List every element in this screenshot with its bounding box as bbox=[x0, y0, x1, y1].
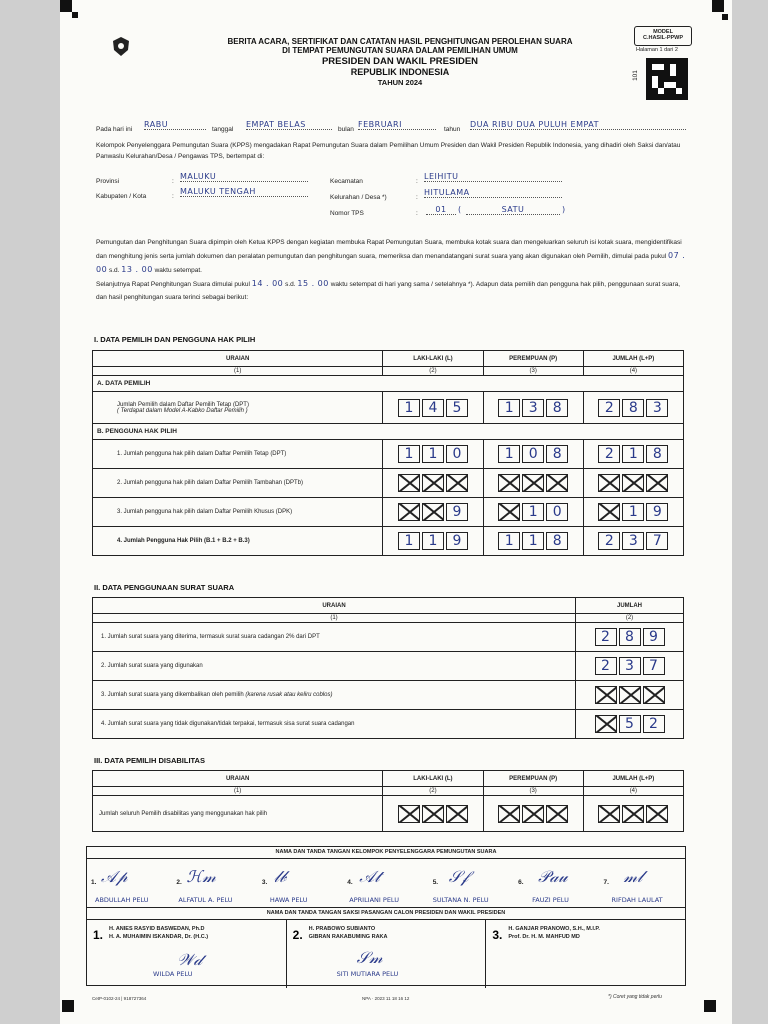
col-num-4: (4) bbox=[583, 367, 683, 376]
row-ss1-val bbox=[580, 628, 679, 646]
year-value: DUA RIBU DUA PULUH EMPAT bbox=[470, 120, 686, 130]
crossed-box bbox=[522, 805, 544, 823]
row-b2-p bbox=[488, 474, 579, 492]
saksi-line1: H. ANIES RASYID BASWEDAN, Ph.D bbox=[109, 926, 205, 932]
kpps-6 bbox=[514, 859, 599, 907]
col-laki: LAKI-LAKI (L) bbox=[383, 351, 483, 367]
row-b1-p bbox=[488, 445, 579, 463]
title-line-3: PRESIDEN DAN WAKIL PRESIDEN bbox=[321, 56, 479, 67]
signature-scribble: 𝓂𝓁 bbox=[623, 867, 643, 886]
crossed-box bbox=[643, 686, 665, 704]
crossed-box bbox=[398, 474, 420, 492]
crossed-box bbox=[422, 503, 444, 521]
date-label: tanggal bbox=[212, 126, 234, 133]
row-a1-label bbox=[93, 392, 383, 424]
col-perempuan: PEREMPUAN (P) bbox=[483, 771, 583, 787]
row-ss4-label: 4. Jumlah surat suara yang tidak digunakan/tidak terpakai, termasuk sisa surat suara cadangan bbox=[93, 710, 576, 739]
digit-box: 9 bbox=[646, 503, 668, 521]
corner-marker-tr bbox=[712, 0, 724, 12]
digit-box: 8 bbox=[646, 445, 668, 463]
col-num-3: (3) bbox=[483, 787, 583, 796]
kpps-no: 6. bbox=[518, 879, 524, 886]
digit-box: 8 bbox=[619, 628, 641, 646]
kpps-name: APRILIANI PELU bbox=[349, 896, 399, 904]
signature-scribble: ℋ𝓂 bbox=[186, 867, 216, 886]
kpps-7 bbox=[600, 859, 685, 907]
col-num-1: (1) bbox=[93, 367, 383, 376]
col-num-4: (4) bbox=[583, 787, 683, 796]
row-dis-p bbox=[488, 805, 579, 823]
tps-label: Nomor TPS bbox=[330, 210, 364, 217]
subsection-a: A. DATA PEMILIH bbox=[93, 376, 684, 392]
crossed-box bbox=[622, 474, 644, 492]
digit-box: 1 bbox=[622, 503, 644, 521]
row-a1-sub: ( Terdapat dalam Model A-Kabko Daftar Pemilih ) bbox=[117, 407, 248, 414]
crossed-box bbox=[546, 474, 568, 492]
section-1-title: I. DATA PEMILIH DAN PENGGUNA HAK PILIH bbox=[94, 335, 256, 344]
section-1-table bbox=[92, 350, 684, 556]
corner-marker-tl bbox=[60, 0, 72, 12]
row-b2-label: 2. Jumlah pengguna hak pilih dalam Daftar Pemilih Tambahan (DPTb) bbox=[93, 469, 383, 498]
digit-box: 0 bbox=[446, 445, 468, 463]
date-value: EMPAT BELAS bbox=[246, 120, 332, 130]
col-num-2: (2) bbox=[383, 367, 483, 376]
row-b3-label: 3. Jumlah pengguna hak pilih dalam Daftar Pemilih Khusus (DPK) bbox=[93, 498, 383, 527]
saksi-line2: GIBRAN RAKABUMING RAKA bbox=[308, 934, 388, 940]
model-box bbox=[634, 26, 692, 46]
digit-box: 5 bbox=[619, 715, 641, 733]
kpps-no: 5. bbox=[432, 879, 439, 886]
process-paragraph bbox=[96, 236, 688, 304]
signature-scribble: 𝒜𝓉 bbox=[359, 867, 380, 886]
signature-scribble: 𝒮𝓂 bbox=[356, 948, 383, 967]
section-2-table bbox=[92, 597, 684, 739]
kelurahan-value: HITULAMA bbox=[424, 188, 562, 198]
kpps-4 bbox=[343, 859, 428, 907]
corner-marker-bl bbox=[62, 1000, 74, 1012]
tps-value: 01 bbox=[426, 205, 456, 215]
process-text-b: Selanjutnya Rapat Penghitungan Suara dimulai pukul bbox=[96, 281, 250, 288]
crossed-box bbox=[446, 805, 468, 823]
tps-words: SATU bbox=[466, 205, 560, 215]
start-time: 07 . 00 bbox=[96, 251, 686, 274]
digit-box: 2 bbox=[598, 445, 620, 463]
title-line-1: BERITA ACARA, SERTIFIKAT DAN CATATAN HASIL PENGHITUNGAN PEROLEHAN SUARA bbox=[227, 37, 573, 46]
kpu-logo-icon bbox=[111, 36, 131, 58]
signature-block bbox=[86, 846, 686, 986]
digit-box: 8 bbox=[546, 399, 568, 417]
saksi-2 bbox=[287, 920, 487, 988]
signature-scribble: 𝒫𝒶𝓊 bbox=[538, 867, 568, 886]
saksi-no: 1. bbox=[93, 928, 104, 942]
qr-code-icon bbox=[646, 58, 688, 100]
crossed-box bbox=[498, 503, 520, 521]
month-value: FEBRUARI bbox=[358, 120, 436, 130]
digit-box: 2 bbox=[595, 657, 617, 675]
col-uraian: URAIAN bbox=[93, 598, 576, 614]
digit-box: 9 bbox=[643, 628, 665, 646]
provinsi-value: MALUKU bbox=[180, 172, 308, 182]
corner-marker-tl2 bbox=[72, 12, 78, 18]
crossed-box bbox=[398, 503, 420, 521]
crossed-box bbox=[398, 805, 420, 823]
digit-box: 0 bbox=[522, 445, 544, 463]
row-ss3-note: (karena rusak atau keliru coblos) bbox=[245, 692, 333, 698]
digit-box: 1 bbox=[398, 399, 420, 417]
row-ss1-label: 1. Jumlah surat suara yang diterima, termasuk surat suara cadangan 2% dari DPT bbox=[93, 623, 576, 652]
crossed-box bbox=[598, 474, 620, 492]
col-laki: LAKI-LAKI (L) bbox=[383, 771, 483, 787]
col-jumlah: JUMLAH (L+P) bbox=[583, 351, 683, 367]
count-end: 15 . 00 bbox=[297, 279, 329, 288]
footer-mid: NPA · 2023 11 18 16 12 bbox=[362, 996, 410, 1001]
row-a1-l bbox=[387, 399, 478, 417]
kecamatan-label: Kecamatan bbox=[330, 178, 363, 185]
kelurahan-label: Kelurahan / Desa *) bbox=[330, 194, 387, 201]
side-code: 101 bbox=[631, 70, 639, 81]
kpps-name: FAUZI PELU bbox=[532, 896, 569, 904]
kpps-3 bbox=[258, 859, 343, 907]
col-num-1: (1) bbox=[93, 614, 576, 623]
subsection-b: B. PENGGUNA HAK PILIH bbox=[93, 424, 684, 440]
saksi-no: 2. bbox=[292, 928, 303, 942]
row-b1-l bbox=[387, 445, 478, 463]
digit-box: 2 bbox=[598, 532, 620, 550]
saksi-1 bbox=[87, 920, 287, 988]
digit-box: 7 bbox=[646, 532, 668, 550]
signature-scribble: 𝓁𝒷 bbox=[273, 867, 287, 886]
kpps-row bbox=[87, 859, 685, 908]
kpps-no: 4. bbox=[347, 879, 353, 886]
saksi-title: NAMA DAN TANDA TANGAN SAKSI PASANGAN CALON PRESIDEN DAN WAKIL PRESIDEN bbox=[87, 908, 685, 920]
digit-box: 3 bbox=[622, 532, 644, 550]
footer-right: *) Coret yang tidak perlu bbox=[608, 994, 662, 1000]
paren-open: ( bbox=[458, 205, 462, 214]
digit-box: 5 bbox=[446, 399, 468, 417]
paren-close: ) bbox=[562, 205, 566, 214]
saksi-line1: H. GANJAR PRANOWO, S.H., M.I.P. bbox=[508, 926, 600, 932]
digit-box: 3 bbox=[522, 399, 544, 417]
digit-box: 2 bbox=[643, 715, 665, 733]
digit-box: 8 bbox=[546, 445, 568, 463]
row-b4-p bbox=[488, 532, 579, 550]
count-start: 14 . 00 bbox=[251, 279, 284, 288]
digit-box: 2 bbox=[595, 628, 617, 646]
crossed-box bbox=[546, 805, 568, 823]
kabupaten-value: MALUKU TENGAH bbox=[180, 187, 308, 197]
row-b4-label: 4. Jumlah Pengguna Hak Pilih (B.1 + B.2 + B.3) bbox=[93, 527, 383, 556]
title-line-4: REPUBLIK INDONESIA bbox=[350, 67, 450, 77]
year-label: tahun bbox=[444, 126, 461, 133]
colon: : bbox=[416, 194, 418, 201]
colon: : bbox=[172, 193, 174, 200]
day-value: RABU bbox=[144, 120, 206, 130]
row-a1-j bbox=[588, 399, 679, 417]
process-text-a: Pemungutan dan Penghitungan Suara dipimpin oleh Ketua KPPS dengan kegiatan membuka Rapat Pemungutan Suara, membuka kotak suara dan mengeluarkan seluruh isi kotak suara, mengidentifikasi dan menghitung jenis serta jumlah dokumen dan peralatan pemungutan dan penghitungan suara, memeriksa dan menandatangani surat suara yang akan digunakan oleh Pemilih, dimulai pada pukul bbox=[96, 239, 682, 260]
kpps-no: 3. bbox=[261, 879, 268, 886]
crossed-box bbox=[598, 805, 620, 823]
crossed-box bbox=[622, 805, 644, 823]
saksi-3 bbox=[486, 920, 685, 988]
crossed-box bbox=[446, 474, 468, 492]
crossed-box bbox=[522, 474, 544, 492]
title-line-5: TAHUN 2024 bbox=[377, 78, 423, 87]
intro-paragraph: Kelompok Penyelenggara Pemungutan Suara (KPPS) mengadakan Rapat Pemungutan Suara dalam Pemilihan Umum Presiden dan Wakil Presiden Republik Indonesia, yang dihadiri oleh Saksi dan/atau Panwaslu Kelurahan/Desa / Pengawas TPS, bertempat di: bbox=[96, 142, 681, 160]
sd-2: s.d. bbox=[285, 281, 296, 288]
saksi-no: 3. bbox=[492, 928, 503, 942]
digit-box: 1 bbox=[498, 445, 520, 463]
crossed-box bbox=[498, 474, 520, 492]
row-ss3-val bbox=[580, 686, 679, 704]
row-b4-l bbox=[387, 532, 478, 550]
kpps-name: ABDULLAH PELU bbox=[95, 896, 149, 904]
crossed-box bbox=[646, 805, 668, 823]
month-label: bulan bbox=[338, 126, 354, 133]
signature-scribble: 𝒜𝓅 bbox=[101, 867, 128, 886]
digit-box: 7 bbox=[643, 657, 665, 675]
model-label: MODEL bbox=[653, 29, 673, 35]
crossed-box bbox=[422, 474, 444, 492]
digit-box: 1 bbox=[498, 399, 520, 417]
signature-scribble: 𝒲𝒹 bbox=[177, 950, 202, 969]
row-dis-label: Jumlah seluruh Pemilih disabilitas yang menggunakan hak pilih bbox=[93, 796, 383, 832]
digit-box: 9 bbox=[446, 532, 468, 550]
digit-box: 1 bbox=[522, 532, 544, 550]
digit-box: 8 bbox=[622, 399, 644, 417]
col-num-3: (3) bbox=[483, 367, 583, 376]
section-2-title: II. DATA PENGGUNAAN SURAT SUARA bbox=[94, 583, 235, 592]
digit-box: 1 bbox=[398, 445, 420, 463]
waktu-1: waktu setempat. bbox=[154, 267, 202, 274]
col-jumlah: JUMLAH bbox=[576, 598, 684, 614]
saksi-line1: H. PRABOWO SUBIANTO bbox=[308, 926, 376, 932]
digit-box: 3 bbox=[619, 657, 641, 675]
row-ss3-text: 3. Jumlah surat suara yang dikembalikan oleh pemilih bbox=[101, 692, 244, 698]
colon: : bbox=[172, 178, 174, 185]
kpps-5 bbox=[429, 859, 514, 907]
row-b4-j bbox=[588, 532, 679, 550]
saksi-row bbox=[87, 920, 685, 988]
kpps-no: 7. bbox=[603, 879, 609, 886]
crossed-box bbox=[595, 715, 617, 733]
provinsi-label: Provinsi bbox=[96, 178, 120, 185]
digit-box: 4 bbox=[422, 399, 444, 417]
row-b2-l bbox=[387, 474, 478, 492]
col-uraian: URAIAN bbox=[93, 351, 383, 367]
kpps-no: 1. bbox=[91, 879, 97, 886]
kpps-1 bbox=[87, 859, 172, 907]
section-3-table bbox=[92, 770, 684, 832]
digit-box: 1 bbox=[622, 445, 644, 463]
digit-box: 8 bbox=[546, 532, 568, 550]
crossed-box bbox=[598, 503, 620, 521]
col-num-2: (2) bbox=[576, 614, 684, 623]
kecamatan-value: LEIHITU bbox=[424, 172, 562, 182]
saksi-line2: H. A. MUHAIMIN ISKANDAR, Dr. (H.C.) bbox=[109, 934, 209, 940]
waktu-2: waktu setempat di hari yang sama / setelahnya *). Adapun data pemilih dan pengguna hak pilih, penggunaan surat suara, dan hasil penghitungan suara terinci sebagai berikut: bbox=[96, 281, 681, 301]
sd-1: s.d. bbox=[109, 267, 120, 274]
row-a1-p bbox=[488, 399, 579, 417]
crossed-box bbox=[619, 686, 641, 704]
digit-box: 1 bbox=[398, 532, 420, 550]
row-b3-j bbox=[588, 503, 679, 521]
digit-box: 1 bbox=[422, 445, 444, 463]
title-line-2: DI TEMPAT PEMUNGUTAN SUARA DALAM PEMILIHAN UMUM bbox=[282, 46, 518, 55]
saksi-sign: WILDA PELU bbox=[153, 970, 193, 978]
kpps-2 bbox=[172, 859, 257, 907]
crossed-box bbox=[595, 686, 617, 704]
row-dis-j bbox=[588, 805, 679, 823]
footer-left: CetP-0102-24 | 918727364 bbox=[92, 996, 147, 1001]
kpps-name: RIFDAH LAULAT bbox=[611, 896, 663, 904]
digit-box: 1 bbox=[422, 532, 444, 550]
end-time: 13 . 00 bbox=[121, 265, 153, 274]
row-b1-label: 1. Jumlah pengguna hak pilih dalam Daftar Pemilih Tetap (DPT) bbox=[93, 440, 383, 469]
row-ss2-label: 2. Jumlah surat suara yang digunakan bbox=[93, 652, 576, 681]
row-ss3-label bbox=[93, 681, 576, 710]
kpps-name: ALFATUL A. PELU bbox=[178, 896, 233, 904]
kpps-name: SULTANA N. PELU bbox=[432, 896, 489, 904]
row-b1-j bbox=[588, 445, 679, 463]
row-a1-text: Jumlah Pemilih dalam Daftar Pemilih Tetap (DPT) bbox=[117, 401, 249, 408]
model-code: C.HASIL-PPWP bbox=[642, 35, 684, 41]
crossed-box bbox=[498, 805, 520, 823]
col-num-1: (1) bbox=[93, 787, 383, 796]
row-ss4-val bbox=[580, 715, 679, 733]
col-perempuan: PEREMPUAN (P) bbox=[483, 351, 583, 367]
saksi-sign: SITI MUTIARA PELU bbox=[336, 970, 399, 978]
crossed-box bbox=[646, 474, 668, 492]
row-b2-j bbox=[588, 474, 679, 492]
kpps-name: HAWA PELU bbox=[269, 896, 308, 904]
digit-box: 2 bbox=[598, 399, 620, 417]
colon: : bbox=[416, 210, 418, 217]
col-jumlah: JUMLAH (L+P) bbox=[583, 771, 683, 787]
digit-box: 1 bbox=[498, 532, 520, 550]
section-3-title: III. DATA PEMILIH DISABILITAS bbox=[94, 756, 205, 765]
colon: : bbox=[416, 178, 418, 185]
crossed-box bbox=[422, 805, 444, 823]
corner-marker-br bbox=[704, 1000, 716, 1012]
kpps-no: 2. bbox=[176, 879, 182, 886]
col-num-2: (2) bbox=[383, 787, 483, 796]
digit-box: 0 bbox=[546, 503, 568, 521]
row-b3-l bbox=[387, 503, 478, 521]
day-label: Pada hari ini bbox=[96, 126, 133, 133]
col-uraian: URAIAN bbox=[93, 771, 383, 787]
digit-box: 9 bbox=[446, 503, 468, 521]
row-b3-p bbox=[488, 503, 579, 521]
corner-marker-tr2 bbox=[722, 14, 728, 20]
saksi-line2: Prof. Dr. H. M. MAHFUD MD bbox=[508, 934, 580, 940]
kabupaten-label: Kabupaten / Kota bbox=[96, 193, 147, 200]
kpps-title: NAMA DAN TANDA TANGAN KELOMPOK PENYELENGGARA PEMUNGUTAN SUARA bbox=[87, 847, 685, 859]
digit-box: 1 bbox=[522, 503, 544, 521]
page-info: Halaman 1 dari 2 bbox=[636, 47, 678, 53]
row-ss2-val bbox=[580, 657, 679, 675]
digit-box: 3 bbox=[646, 399, 668, 417]
signature-scribble: 𝒮𝒻 bbox=[448, 867, 469, 886]
row-dis-l bbox=[387, 805, 478, 823]
